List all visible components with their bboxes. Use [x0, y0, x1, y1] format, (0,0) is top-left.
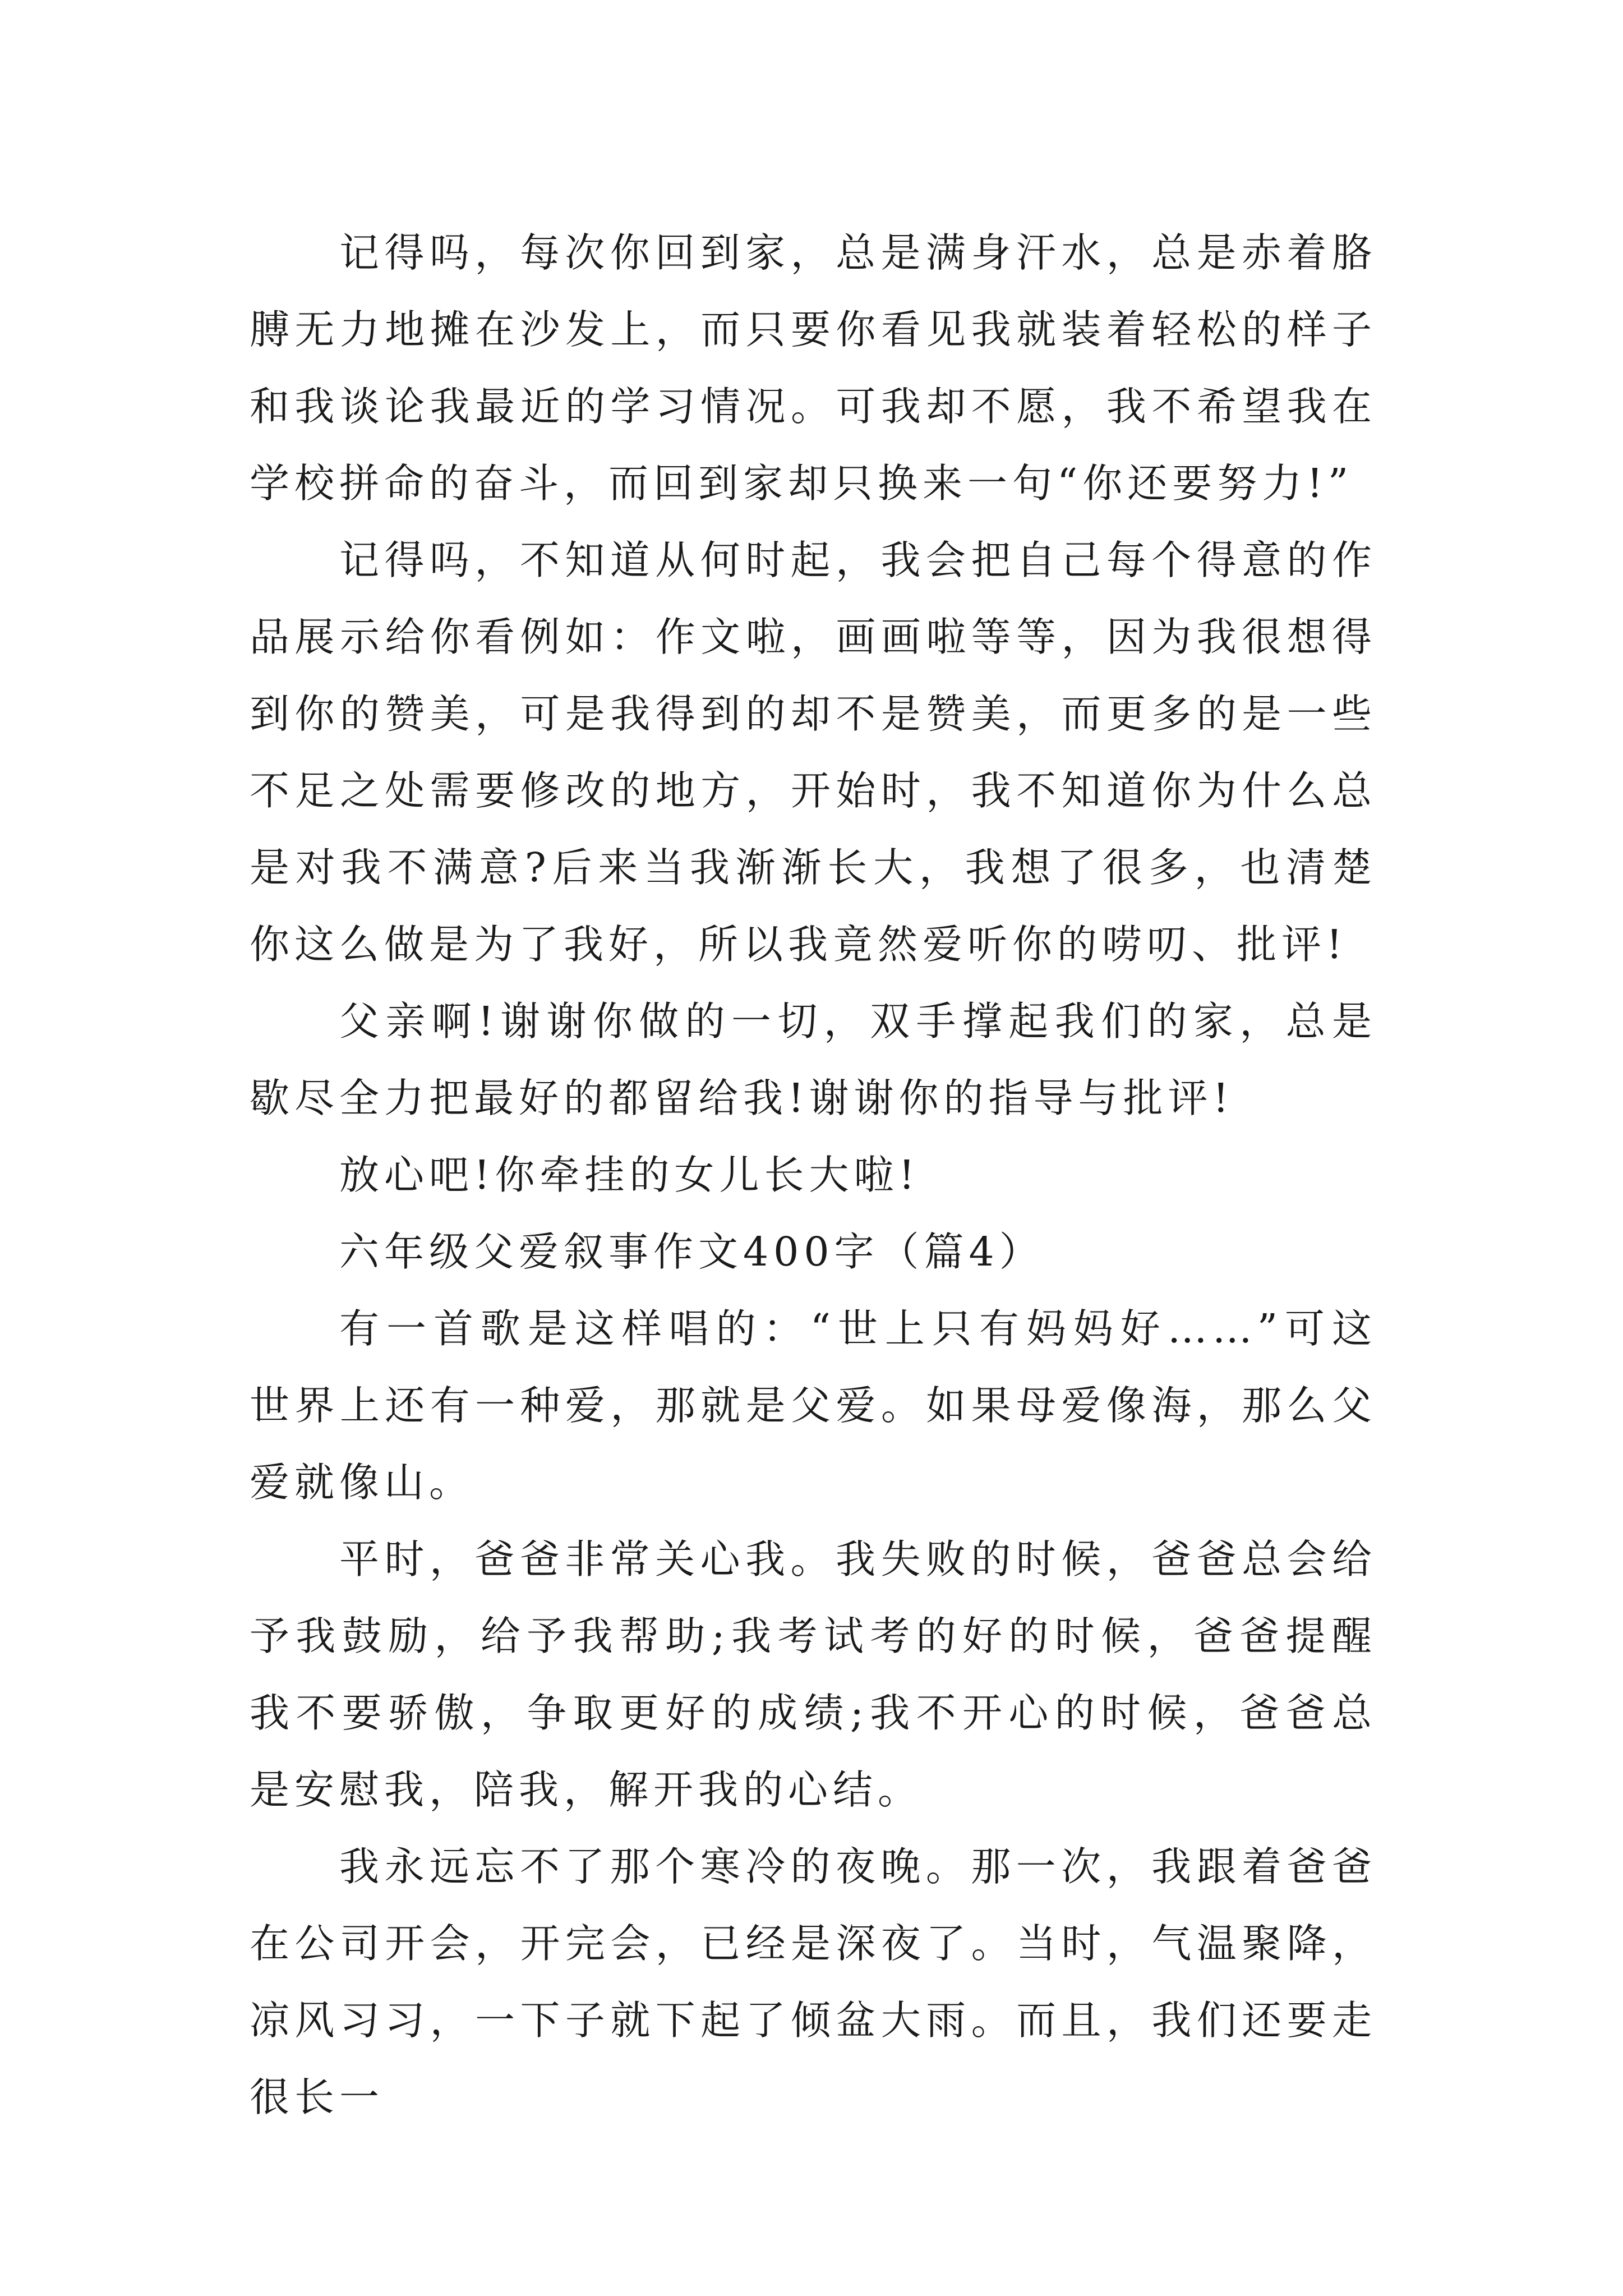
- paragraph-6: 平时，爸爸非常关心我。我失败的时候，爸爸总会给予我鼓励，给予我帮助;我考试考的好的时候，爸爸提醒我不要骄傲，争取更好的成绩;我不开心的时候，爸爸总是安慰我，陪我，解开我的心结。: [250, 1536, 1377, 1813]
- document-body: [250, 214, 1377, 2136]
- paragraph-5: 有一首歌是这样唱的：“世上只有妈妈好……”可这世界上还有一种爱，那就是父爱。如果母爱像海，那么父爱就像山。: [250, 1305, 1377, 1506]
- paragraph-1: 记得吗，每次你回到家，总是满身汗水，总是赤着胳膊无力地摊在沙发上，而只要你看见我就装着轻松的样子和我谈论我最近的学习情况。可我却不愿，我不希望我在学校拼命的奋斗，而回到家却只换来一句“你还要努力!”: [250, 229, 1377, 507]
- paragraph-2: 记得吗，不知道从何时起，我会把自己每个得意的作品展示给你看例如：作文啦，画画啦等等，因为我很想得到你的赞美，可是我得到的却不是赞美，而更多的是一些不足之处需要修改的地方，开始时，我不知道你为什么总是对我不满意?后来当我渐渐长大，我想了很多，也清楚你这么做是为了我好，所以我竟然爱听你的唠叨、批评!: [250, 537, 1377, 968]
- paragraph-3: 父亲啊!谢谢你做的一切，双手撑起我们的家，总是歇尽全力把最好的都留给我!谢谢你的指导与批评!: [250, 998, 1377, 1121]
- paragraph-4: 放心吧!你牵挂的女儿长大啦!: [339, 1152, 920, 1198]
- section-heading: 六年级父爱叙事作文400字（篇4）: [339, 1228, 1044, 1275]
- paragraph-7: 我永远忘不了那个寒冷的夜晚。那一次，我跟着爸爸在公司开会，开完会，已经是深夜了。当时，气温聚降，凉风习习，一下子就下起了倾盆大雨。而且，我们还要走很长一: [250, 1843, 1377, 2120]
